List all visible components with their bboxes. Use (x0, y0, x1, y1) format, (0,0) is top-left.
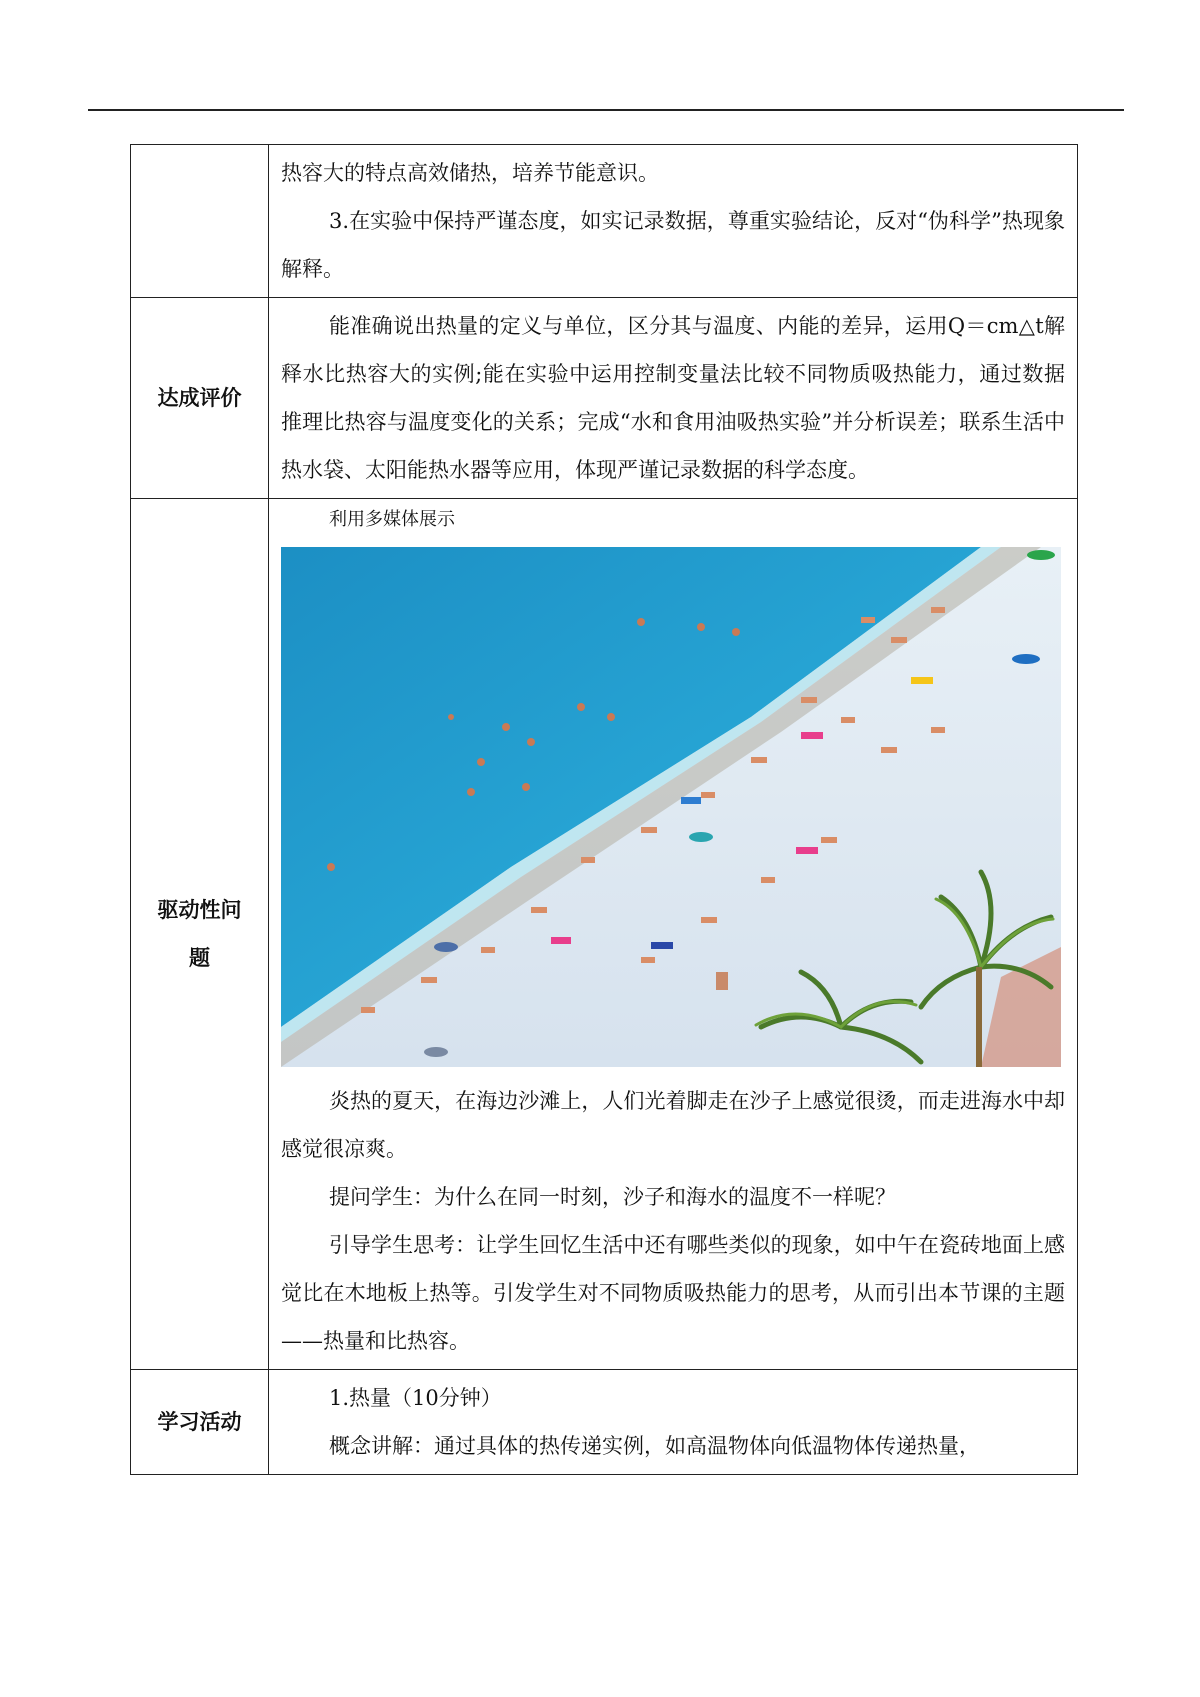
paragraph: 引导学生思考：让学生回忆生活中还有哪些类似的现象，如中午在瓷砖地面上感觉比在木地板上热等。引发学生对不同物质吸热能力的思考，从而引出本节课的主题——热量和比热容。 (281, 1233, 1065, 1353)
paragraph: 能准确说出热量的定义与单位，区分其与温度、内能的差异，运用Q＝cm△t解释水比热容大的实例;能在实验中运用控制变量法比较不同物质吸热能力，通过数据推理比热容与温度变化的关系；完成“水和食用油吸热实验”并分析误差；联系生活中热水袋、太阳能热水器等应用，体现严谨记录数据的科学态度。 (281, 314, 1065, 482)
table-row-goals-continued (131, 145, 1078, 298)
multimedia-note: 利用多媒体展示 (329, 509, 455, 530)
row-label-learning-activity: 学习活动 (131, 1370, 269, 1475)
paragraph: 提问学生：为什么在同一时刻，沙子和海水的温度不一样呢？ (329, 1185, 896, 1209)
header-rule (88, 109, 1124, 111)
paragraph: 炎热的夏天，在海边沙滩上，人们光着脚走在沙子上感觉很烫，而走进海水中却感觉很凉爽。 (281, 1089, 1065, 1161)
row-label-driving-question (131, 499, 269, 1370)
row-label-line: 题 (189, 946, 210, 970)
paragraph: 1.热量（10分钟） (329, 1386, 502, 1410)
paragraph: 概念讲解：通过具体的热传递实例，如高温物体向低温物体传递热量， (329, 1434, 980, 1458)
paragraph: 3.在实验中保持严谨态度，如实记录数据，尊重实验结论，反对“伪科学”热现象解释。 (281, 209, 1065, 281)
row-content-evaluation (269, 298, 1078, 499)
beach-photo (281, 547, 1061, 1067)
row-content-learning-activity (269, 1370, 1078, 1475)
row-label-empty (131, 145, 269, 298)
row-content-goals (269, 145, 1078, 298)
row-label-evaluation: 达成评价 (131, 298, 269, 499)
paragraph: 热容大的特点高效储热，培养节能意识。 (281, 161, 659, 185)
table-row-learning-activity (131, 1370, 1078, 1475)
lesson-plan-table (130, 144, 1078, 1475)
row-content-driving-question (269, 499, 1078, 1370)
table-row-evaluation (131, 298, 1078, 499)
table-row-driving-question (131, 499, 1078, 1370)
row-label-line: 驱动性问 (157, 898, 242, 922)
